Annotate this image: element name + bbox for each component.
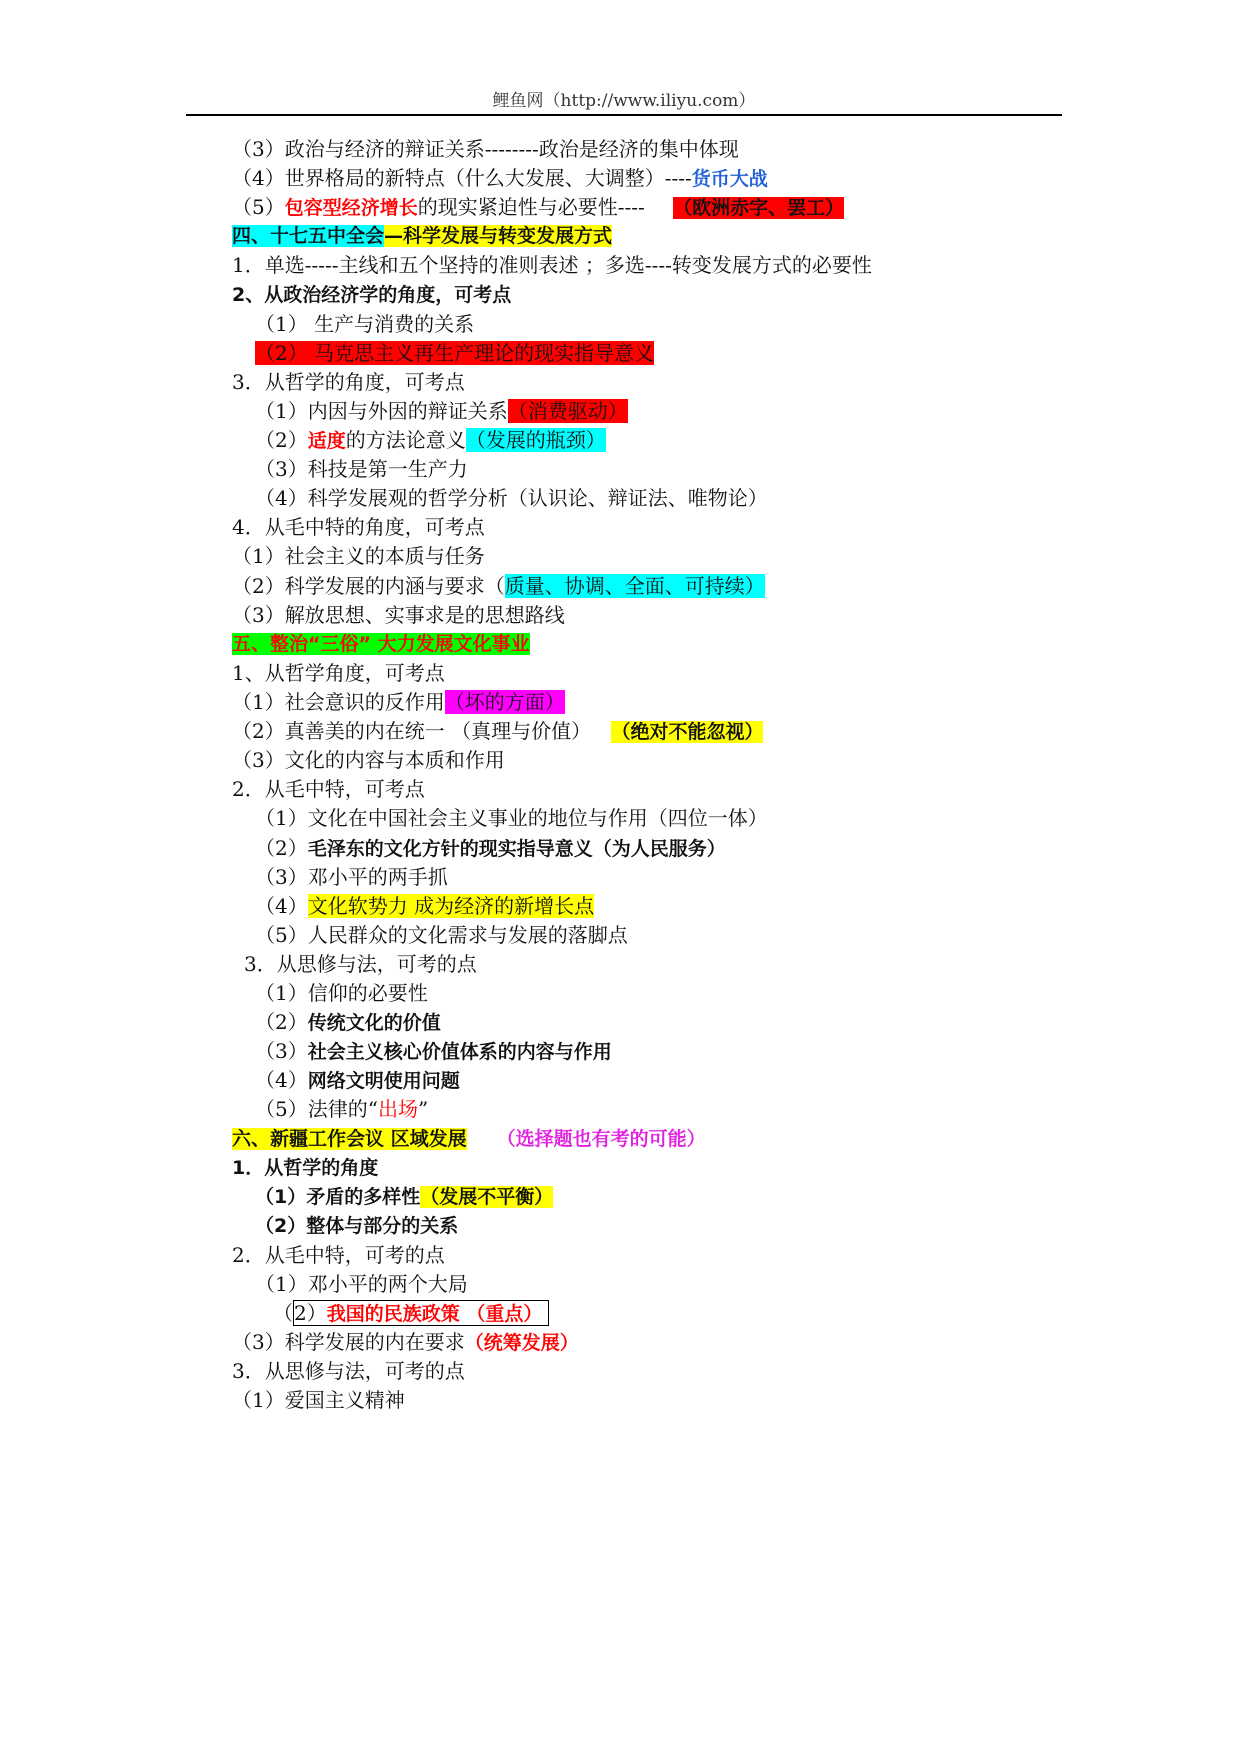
line-text: （1）邓小平的两个大局 [255,1272,468,1296]
text-line [232,659,445,687]
line-text: （2）科学发展的内涵与要求（ [232,574,505,598]
line-text: （3）邓小平的两手抓 [255,865,448,889]
text-line [255,1212,458,1240]
text-line [255,484,768,512]
text-line [255,1066,460,1094]
line-text: 3．从思修与法，可考的点 [232,1359,465,1383]
text-line [255,1183,553,1211]
line-text: （5） [232,195,285,219]
text-line [255,834,726,862]
line-text: 1．从哲学的角度 [232,1157,379,1179]
text-line [232,135,739,163]
line-text: （3）科学发展的内在要求 [232,1330,465,1354]
line-text: （2） [255,836,308,860]
text-line [232,193,844,221]
text-line [232,542,485,570]
highlight-text: （欧洲赤字、罢工） [673,197,845,219]
line-text: （4）科学发展观的哲学分析（认识论、辩证法、唯物论） [255,486,768,510]
text-line [232,688,565,716]
text-line [255,1037,612,1065]
line-text: （1）社会意识的反作用 [232,690,445,714]
line-text: 2．从毛中特，可考点 [232,777,425,801]
line-text: 2） [294,1301,327,1325]
page-header: 鲤鱼网（http://www.iliyu.com） [492,91,756,111]
line-text: 1．单选-----主线和五个坚持的准则表述 ；多选----转变发展方式的必要性 [232,253,872,277]
line-text: （3）科技是第一生产力 [255,457,468,481]
text-line [255,1008,441,1036]
text-line [255,1270,468,1298]
highlight-text: 社会主义核心价值体系的内容与作用 [307,1041,612,1063]
text-line [232,368,465,396]
text-line [232,1357,465,1385]
line-text: （5）人民群众的文化需求与发展的落脚点 [255,923,628,947]
line-text: （1）信仰的必要性 [255,981,428,1005]
line-text: （3）解放思想、实事求是的思想路线 [232,603,565,627]
text-line [255,339,654,367]
highlight-text: 出场 [377,1097,418,1121]
text-line [232,601,565,629]
highlight-text: （坏的方面） [444,690,565,714]
line-text: （4）世界格局的新特点（什么大发展、大调整）---- [232,166,692,190]
text-line [255,1095,428,1123]
text-line [255,979,428,1007]
heading-text: 五、整治“三俗” 大力发展文化事业 [232,633,530,655]
highlight-text: （消费驱动） [507,399,628,423]
text-line [232,513,485,541]
text-line [232,251,872,279]
text-line [232,717,763,745]
highlight-text: 货币大战 [691,168,768,190]
line-text: 的现实紧迫性与必要性---- [417,195,652,219]
line-text: （1）文化在中国社会主义事业的地位与作用（四位一体） [255,806,768,830]
line-text: （3）文化的内容与本质和作用 [232,748,505,772]
text-line [255,921,628,949]
line-text: （2）整体与部分的关系 [255,1215,459,1237]
highlight-text: 传统文化的价值 [307,1012,441,1034]
highlight-text: （绝对不能忽视） [611,721,764,743]
line-text: （1）爱国主义精神 [232,1388,405,1412]
section-heading [232,630,530,658]
line-text: 2．从毛中特，可考的点 [232,1243,445,1267]
text-line [232,1154,378,1182]
line-text: （4） [255,1068,308,1092]
header-rule [186,114,1062,116]
line-text: （1）内因与外因的辩证关系 [255,399,508,423]
line-text: 4．从毛中特的角度，可考点 [232,515,485,539]
line-text: （1） 生产与消费的关系 [255,312,475,336]
text-line [255,863,448,891]
text-line [255,397,628,425]
section-heading [232,1125,706,1153]
text-line [232,572,765,600]
line-text: （3） [255,1039,308,1063]
line-text: （2） [255,1010,308,1034]
text-line [244,950,477,978]
text-line [232,1386,405,1414]
text-line [232,746,505,774]
text-line [255,804,768,832]
text-line [232,164,768,192]
highlight-text: 质量、协调、全面、可持续） [504,574,765,598]
line-text: （4） [255,894,308,918]
line-text: （1）矛盾的多样性 [255,1186,421,1208]
highlight-text: （发展的瓶颈） [465,428,606,452]
text-line [232,775,425,803]
heading-text: 四、十七五中全会 [232,225,385,247]
line-text: 3．从哲学的角度，可考点 [232,370,465,394]
line-text: ” [417,1097,429,1121]
text-line [232,281,511,309]
highlight-text: （选择题也有考的可能） [496,1128,706,1150]
highlight-text: 毛泽东的文化方针的现实指导意义（为人民服务） [307,838,726,860]
text-line [255,310,474,338]
text-line [255,455,468,483]
line-text: （2） [255,428,308,452]
heading-text: —科学发展与转变发展方式 [384,225,613,247]
line-text: （2）真善美的内在统一 （真理与价值） [232,719,598,743]
line-text: 1、从哲学角度，可考点 [232,661,445,685]
text-line [273,1299,549,1327]
highlight-text: 我国的民族政策 （重点） [326,1303,543,1325]
highlight-text: （统筹发展） [464,1332,579,1354]
text-line [232,1241,445,1269]
highlight-text: 包容型经济增长 [284,197,418,219]
boxed-text [293,1300,549,1326]
highlight-text: 网络文明使用问题 [307,1070,460,1092]
line-text: （5）法律的“ [255,1097,378,1121]
line-text: （1）社会主义的本质与任务 [232,544,485,568]
line-text: （ [273,1301,293,1325]
text-line [232,1328,579,1356]
highlight-text: 文化软势力 成为经济的新增长点 [307,894,595,918]
section-heading [232,222,612,250]
line-text: 的方法论意义 [345,428,466,452]
heading-text: 六、新疆工作会议 区域发展 [232,1128,467,1150]
highlight-text: （发展不平衡） [420,1186,554,1208]
text-line [255,892,594,920]
line-text: 2、从政治经济学的角度，可考点 [232,284,512,306]
text-line [255,426,606,454]
line-text: 3．从思修与法，可考的点 [244,952,477,976]
highlight-text: （2） 马克思主义再生产理论的现实指导意义 [255,341,655,365]
line-text: （3）政治与经济的辩证关系--------政治是经济的集中体现 [232,137,739,161]
highlight-text: 适度 [307,430,346,452]
